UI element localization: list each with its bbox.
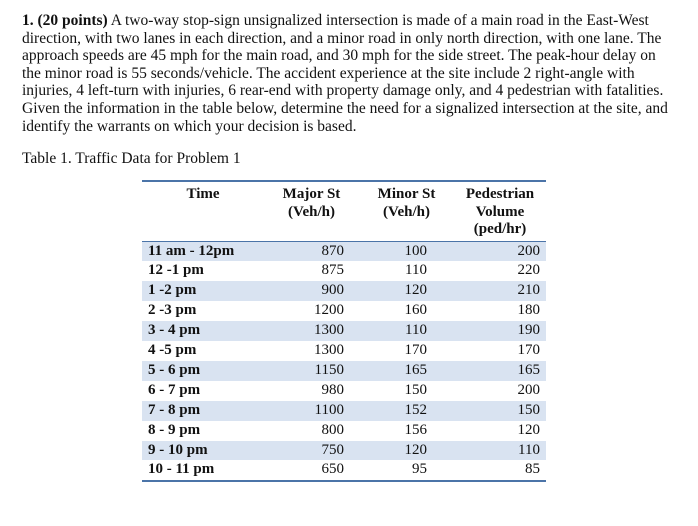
- major-st-cell: 980: [321, 381, 344, 398]
- major-st-cell: 875: [321, 262, 344, 279]
- table-row: [142, 401, 546, 421]
- table-row: [142, 281, 546, 301]
- table-row: [142, 421, 546, 441]
- pedestrian-volume-cell: 85: [525, 461, 540, 478]
- table-row: [142, 381, 546, 401]
- major-st-cell: 1100: [314, 401, 344, 418]
- time-cell: 7 - 8 pm: [148, 401, 201, 418]
- problem-statement: [22, 12, 672, 135]
- header-major-st: Major St (Veh/h): [282, 186, 341, 220]
- minor-st-cell: 150: [404, 381, 427, 398]
- pedestrian-volume-cell: 220: [517, 262, 540, 279]
- table-row: [142, 361, 546, 381]
- table-row: [142, 261, 546, 281]
- minor-st-cell: 165: [404, 361, 427, 378]
- pedestrian-volume-cell: 165: [517, 361, 540, 378]
- major-st-cell: 870: [321, 242, 344, 259]
- major-st-cell: 1150: [314, 361, 344, 378]
- header-time: Time: [186, 186, 220, 202]
- minor-st-cell: 160: [404, 302, 427, 319]
- time-cell: 8 - 9 pm: [148, 421, 201, 438]
- minor-st-cell: 100: [404, 242, 427, 259]
- problem-number: 1. (20 points): [22, 12, 108, 29]
- table-row: [142, 441, 546, 461]
- time-cell: 2 -3 pm: [148, 302, 197, 319]
- table-row: [142, 241, 546, 261]
- major-st-cell: 750: [321, 441, 344, 458]
- minor-st-cell: 110: [405, 322, 427, 339]
- table-row: [142, 301, 546, 321]
- time-cell: 12 -1 pm: [148, 262, 204, 279]
- minor-st-cell: 120: [404, 441, 427, 458]
- header-pedestrian-volume: Pedestrian Volume (ped/hr): [465, 186, 535, 237]
- table-header: [142, 181, 546, 241]
- minor-st-cell: 110: [405, 262, 427, 279]
- major-st-cell: 1300: [314, 342, 344, 359]
- time-cell: 6 - 7 pm: [148, 381, 201, 398]
- pedestrian-volume-cell: 200: [517, 381, 540, 398]
- time-cell: 10 - 11 pm: [148, 461, 215, 478]
- table-body: [142, 241, 546, 481]
- pedestrian-volume-cell: 150: [517, 401, 540, 418]
- pedestrian-volume-cell: 170: [517, 342, 540, 359]
- header-minor-st: Minor St (Veh/h): [377, 186, 436, 220]
- time-cell: 1 -2 pm: [148, 282, 197, 299]
- pedestrian-volume-cell: 120: [517, 421, 540, 438]
- problem-text: A two-way stop-sign unsignalized intersection is made of a main road in the East-West direction, with two lanes in each direction, and a minor road in only north direction, with one lane. The approach speeds are 45 mph for the main road, and 30 mph for the side street. The peak-hour delay on the minor road is 55 seconds/vehicle. The accident experience at the site include 2 right-angle with injuries, 4 left-turn with injuries, 6 rear-end with property damage only, and 4 pedestrian with fatalities. Given the information in the table below, determine the need for a signalized intersection at the site, and identify the warrants on which your decision is based.: [22, 12, 668, 135]
- minor-st-cell: 95: [412, 461, 427, 478]
- major-st-cell: 900: [321, 282, 344, 299]
- minor-st-cell: 152: [404, 401, 427, 418]
- pedestrian-volume-cell: 210: [517, 282, 540, 299]
- time-cell: 4 -5 pm: [148, 342, 197, 359]
- table-caption: Table 1. Traffic Data for Problem 1: [22, 150, 241, 167]
- major-st-cell: 1300: [314, 322, 344, 339]
- pedestrian-volume-cell: 180: [517, 302, 540, 319]
- minor-st-cell: 156: [404, 421, 427, 438]
- major-st-cell: 650: [321, 461, 344, 478]
- major-st-cell: 800: [321, 421, 344, 438]
- table-row: [142, 460, 546, 481]
- minor-st-cell: 170: [404, 342, 427, 359]
- time-cell: 3 - 4 pm: [148, 322, 201, 339]
- pedestrian-volume-cell: 200: [517, 242, 540, 259]
- time-cell: 5 - 6 pm: [148, 361, 201, 378]
- minor-st-cell: 120: [404, 282, 427, 299]
- pedestrian-volume-cell: 110: [518, 441, 540, 458]
- table-row: [142, 341, 546, 361]
- traffic-data-table: [142, 180, 546, 482]
- table-row: [142, 321, 546, 341]
- time-cell: 9 - 10 pm: [148, 441, 208, 458]
- pedestrian-volume-cell: 190: [517, 322, 540, 339]
- major-st-cell: 1200: [314, 302, 344, 319]
- header-row: [142, 181, 546, 241]
- time-cell: 11 am - 12pm: [148, 242, 235, 259]
